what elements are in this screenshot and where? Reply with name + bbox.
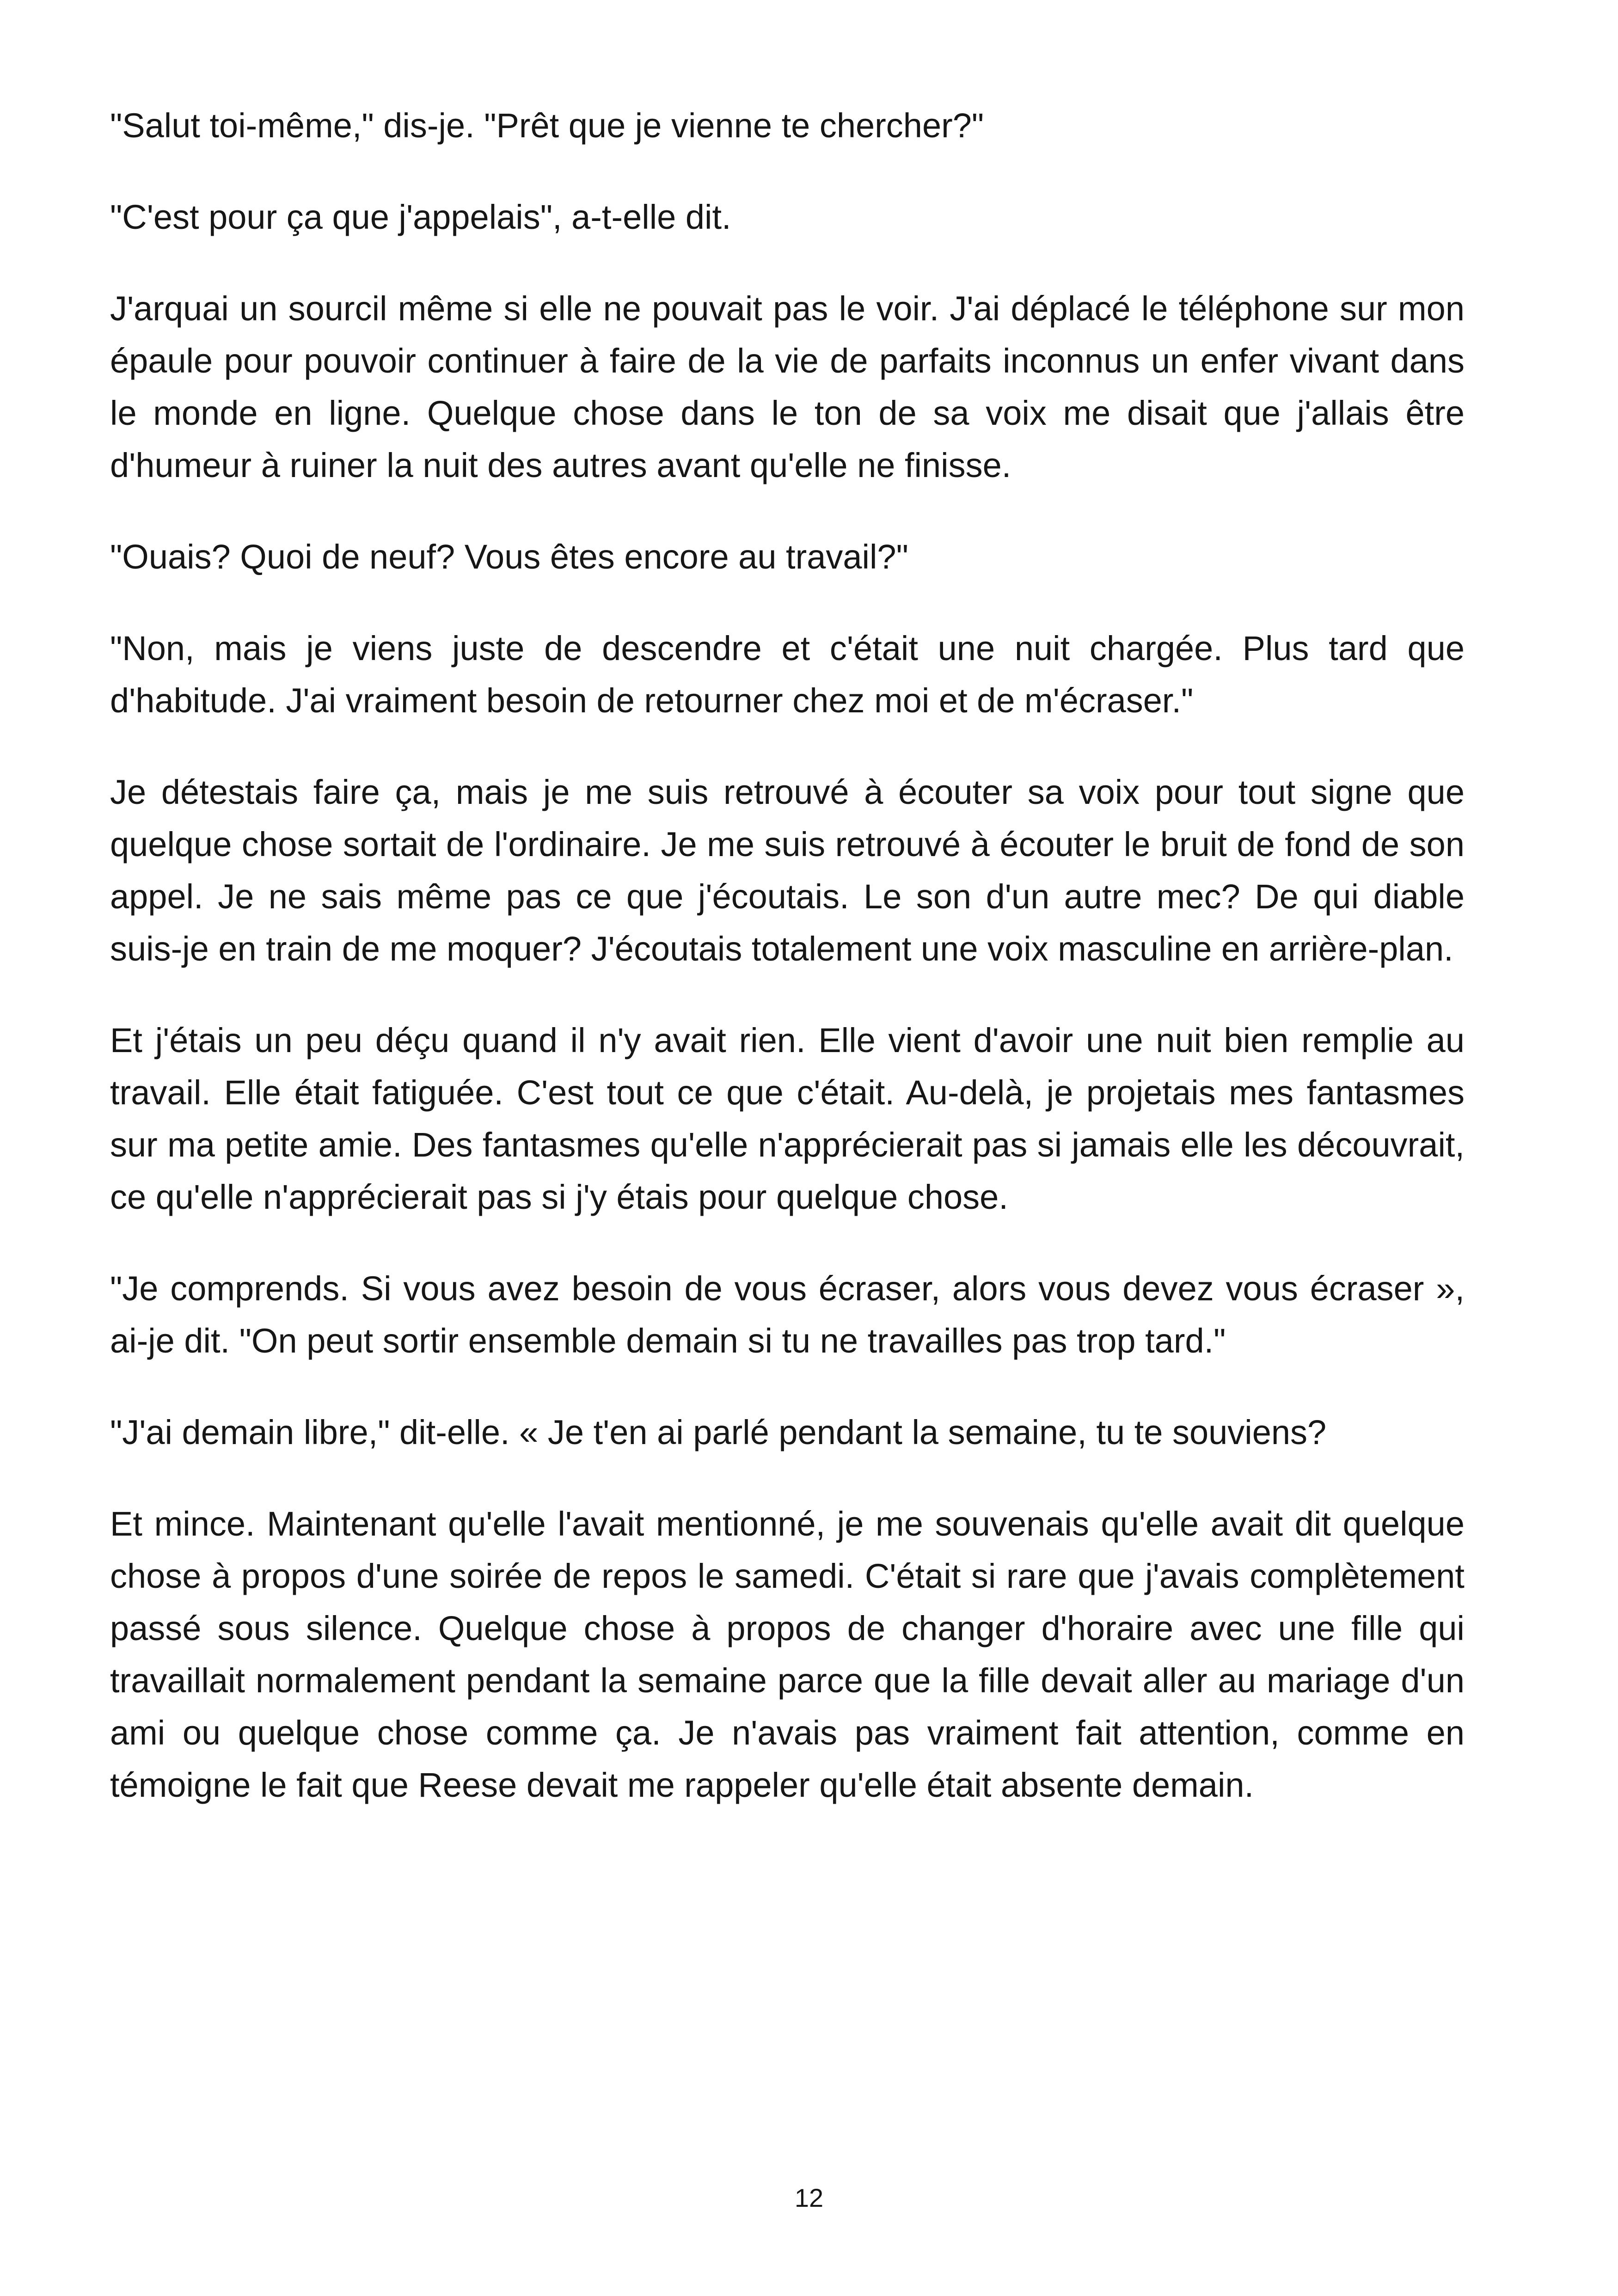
- paragraph: J'arquai un sourcil même si elle ne pouvait pas le voir. J'ai déplacé le téléphone sur mon épaule pour pouvoir continuer à faire de la vie de parfaits inconnus un enfer vivant dans le monde en ligne. Quelque chose dans le ton de sa voix me disait que j'allais être d'humeur à ruiner la nuit des autres avant qu'elle ne finisse.: [110, 289, 1465, 484]
- paragraph: "C'est pour ça que j'appelais", a-t-elle dit.: [110, 198, 731, 236]
- page-number: 12: [794, 2183, 824, 2212]
- paragraph: Et j'étais un peu déçu quand il n'y avait rien. Elle vient d'avoir une nuit bien remplie au travail. Elle était fatiguée. C'est tout ce que c'était. Au-delà, je projetais mes fantasmes sur ma petite amie. Des fantasmes qu'elle n'apprécierait pas si jamais elle les découvrait, ce qu'elle n'apprécierait pas si j'y étais pour quelque chose.: [110, 1021, 1465, 1216]
- body-text: [110, 99, 1465, 1811]
- paragraph: Je détestais faire ça, mais je me suis retrouvé à écouter sa voix pour tout signe que quelque chose sortait de l'ordinaire. Je me suis retrouvé à écouter le bruit de fond de son appel. Je ne sais même pas ce que j'écoutais. Le son d'un autre mec? De qui diable suis-je en train de me moquer? J'écoutais totalement une voix masculine en arrière-plan.: [110, 773, 1465, 968]
- paragraph: Et mince. Maintenant qu'elle l'avait mentionné, je me souvenais qu'elle avait dit quelque chose à propos d'une soirée de repos le samedi. C'était si rare que j'avais complètement passé sous silence. Quelque chose à propos de changer d'horaire avec une fille qui travaillait normalement pendant la semaine parce que la fille devait aller au mariage d'un ami ou quelque chose comme ça. Je n'avais pas vraiment fait attention, comme en témoigne le fait que Reese devait me rappeler qu'elle était absente demain.: [110, 1505, 1465, 1804]
- paragraph: "Ouais? Quoi de neuf? Vous êtes encore au travail?": [110, 538, 908, 576]
- paragraph: "J'ai demain libre," dit-elle. « Je t'en ai parlé pendant la semaine, tu te souviens?: [110, 1413, 1327, 1451]
- paragraph: "Non, mais je viens juste de descendre et c'était une nuit chargée. Plus tard que d'habitude. J'ai vraiment besoin de retourner chez moi et de m'écraser.": [110, 629, 1465, 720]
- paragraph: "Je comprends. Si vous avez besoin de vous écraser, alors vous devez vous écraser », ai-je dit. "On peut sortir ensemble demain si tu ne travailles pas trop tard.": [110, 1269, 1465, 1360]
- paragraph: "Salut toi-même," dis-je. "Prêt que je vienne te chercher?": [110, 106, 984, 145]
